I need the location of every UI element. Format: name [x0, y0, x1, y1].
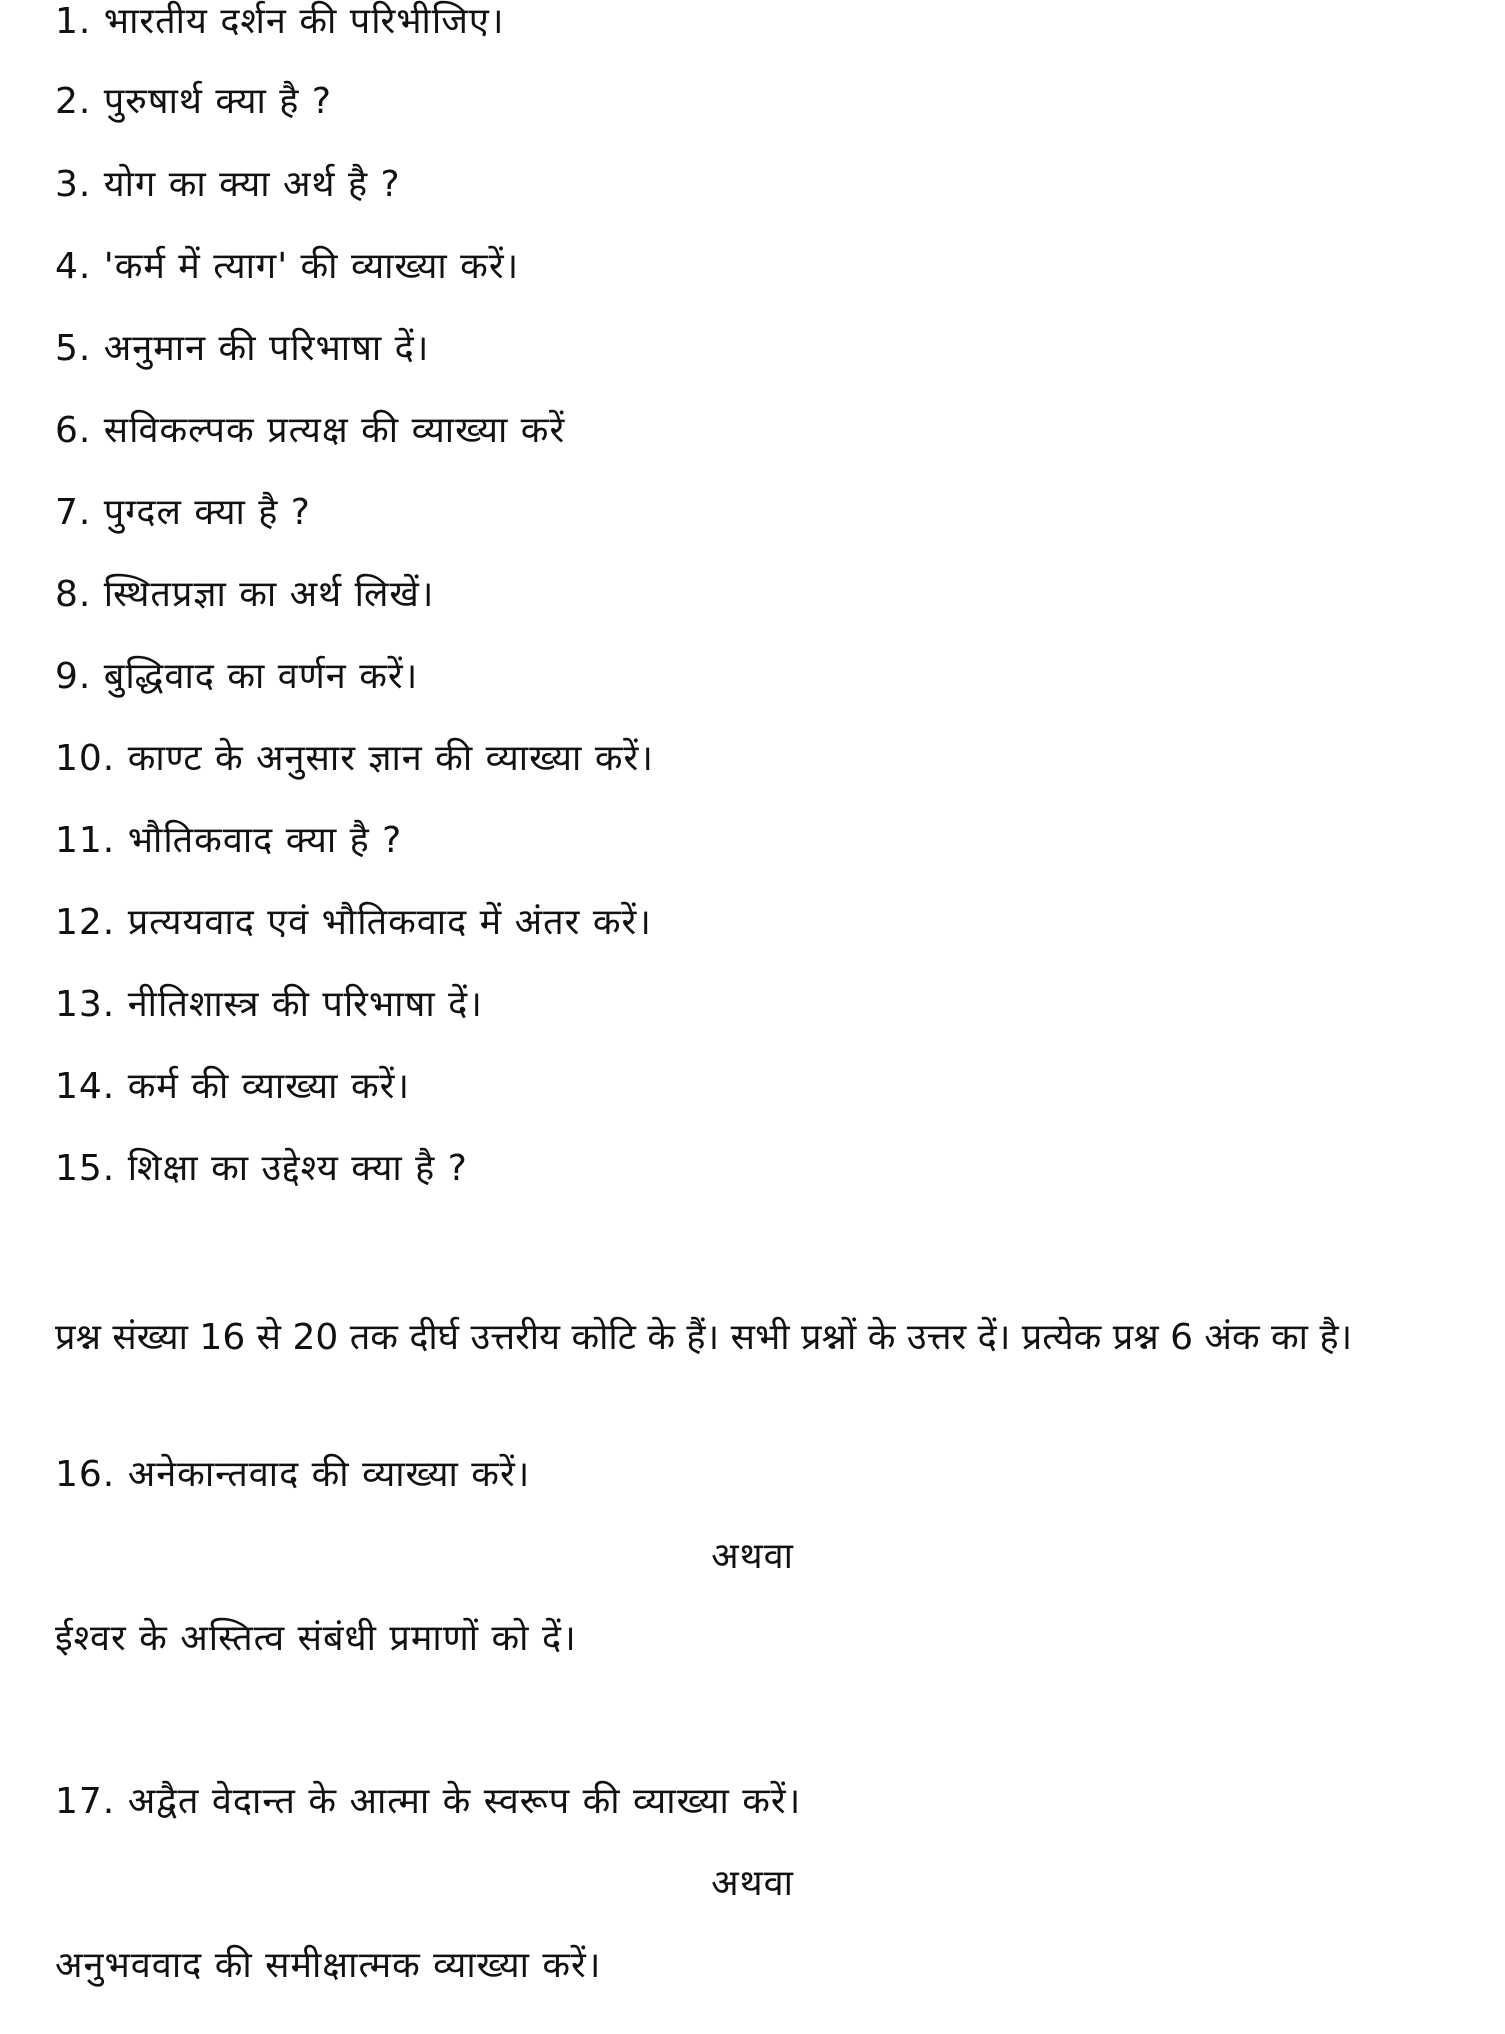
question-17-alternative: अनुभववाद की समीक्षात्मक व्याख्या करें। [55, 1945, 602, 1986]
question-1: 1. भारतीय दर्शन की परिभीजिए। [55, 1, 505, 42]
question-15: 15. शिक्षा का उद्देश्य क्या है ? [55, 1148, 468, 1189]
question-8: 8. स्थितप्रज्ञा का अर्थ लिखें। [55, 574, 435, 615]
question-17: 17. अद्वैत वेदान्त के आत्मा के स्वरूप की व्याख्या करें। [55, 1781, 802, 1822]
question-14: 14. कर्म की व्याख्या करें। [55, 1066, 410, 1107]
question-2: 2. पुरुषार्थ क्या है ? [55, 81, 332, 122]
or-divider-17: अथवा [711, 1863, 794, 1904]
question-16: 16. अनेकान्तवाद की व्याख्या करें। [55, 1454, 531, 1495]
question-9: 9. बुद्धिवाद का वर्णन करें। [55, 656, 419, 697]
question-4: 4. 'कर्म में त्याग' की व्याख्या करें। [55, 246, 520, 287]
or-divider-16: अथवा [711, 1536, 794, 1577]
question-16-alternative: ईश्वर के अस्तित्व संबंधी प्रमाणों को दें। [55, 1618, 577, 1659]
question-6: 6. सविकल्पक प्रत्यक्ष की व्याख्या करें [55, 410, 566, 451]
question-5: 5. अनुमान की परिभाषा दें। [55, 328, 430, 369]
question-12: 12. प्रत्ययवाद एवं भौतिकवाद में अंतर करें। [55, 902, 652, 943]
section-instruction: प्रश्न संख्या 16 से 20 तक दीर्घ उत्तरीय कोटि के हैं। सभी प्रश्नों के उत्तर दें। प्रत्येक प्रश्न 6 अंक का है। [55, 1317, 1353, 1358]
question-7: 7. पुग्दल क्या है ? [55, 492, 311, 533]
question-11: 11. भौतिकवाद क्या है ? [55, 820, 403, 861]
question-13: 13. नीतिशास्त्र की परिभाषा दें। [55, 984, 483, 1025]
question-10: 10. काण्ट के अनुसार ज्ञान की व्याख्या करें। [55, 738, 654, 779]
question-3: 3. योग का क्या अर्थ है ? [55, 164, 401, 205]
